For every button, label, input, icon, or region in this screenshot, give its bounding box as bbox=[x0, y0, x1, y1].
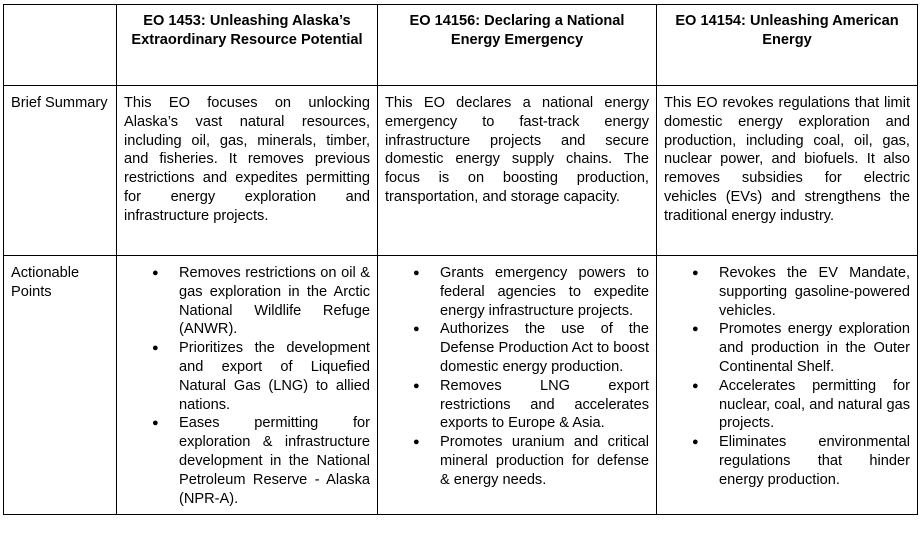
list-item bbox=[152, 339, 370, 414]
bullet-icon: ● bbox=[692, 436, 699, 449]
summary-eo-1453: This EO focuses on unlocking Alaska’s vast natural resources, including oil, gas, minerals, timber, and fisheries. It removes previous restrictions and expedites permitting for energy exploration and infrastructure projects. bbox=[117, 86, 378, 256]
bullet-list bbox=[124, 264, 370, 508]
list-item-text: Promotes energy exploration and production in the Outer Continental Shelf. bbox=[719, 321, 910, 375]
header-empty-cell bbox=[4, 5, 117, 86]
bullet-icon: ● bbox=[413, 323, 420, 336]
bullet-icon: ● bbox=[692, 323, 699, 336]
actionable-row bbox=[4, 256, 918, 515]
list-item-text: Revokes the EV Mandate, supporting gasoline-powered vehicles. bbox=[719, 265, 910, 319]
list-item-text: Removes restrictions on oil & gas exploration in the Arctic National Wildlife Refuge (ANWR). bbox=[179, 265, 370, 338]
header-eo-1453: EO 1453: Unleashing Alaska’s Extraordinary Resource Potential bbox=[117, 5, 378, 86]
header-eo-14154: EO 14154: Unleashing American Energy bbox=[657, 5, 918, 86]
list-item bbox=[413, 377, 649, 433]
bullet-icon: ● bbox=[413, 436, 420, 449]
summary-eo-14156: This EO declares a national energy emergency to fast-track energy infrastructure projects and secure domestic energy supply chains. The focus is on boosting production, transportation, and storage capacity. bbox=[378, 86, 657, 256]
list-item-text: Eliminates environmental regulations that hinder energy production. bbox=[719, 434, 910, 488]
bullet-icon: ● bbox=[413, 379, 420, 392]
list-item bbox=[152, 414, 370, 508]
list-item bbox=[413, 264, 649, 320]
bullet-icon: ● bbox=[152, 267, 159, 279]
list-item-text: Prioritizes the development and export of Liquefied Natural Gas (LNG) to allied nations. bbox=[179, 340, 370, 413]
list-item bbox=[692, 433, 910, 489]
list-item bbox=[692, 377, 910, 433]
header-eo-14156: EO 14156: Declaring a National Energy Emergency bbox=[378, 5, 657, 86]
points-eo-14156 bbox=[378, 256, 657, 515]
list-item bbox=[152, 264, 370, 339]
bullet-icon: ● bbox=[152, 342, 159, 355]
bullet-icon: ● bbox=[152, 417, 159, 430]
list-item bbox=[692, 264, 910, 320]
points-eo-14154 bbox=[657, 256, 918, 515]
header-row bbox=[4, 5, 918, 86]
list-item-text: Removes LNG export restrictions and accelerates exports to Europe & Asia. bbox=[440, 377, 649, 432]
row-label-actionable-points: Actionable Points bbox=[4, 256, 117, 515]
bullet-icon: ● bbox=[692, 379, 699, 392]
bullet-icon: ● bbox=[413, 267, 420, 279]
bullet-list bbox=[664, 264, 910, 490]
list-item bbox=[413, 320, 649, 376]
eo-comparison-table bbox=[3, 4, 918, 515]
bullet-list bbox=[385, 264, 649, 490]
summary-eo-14154: This EO revokes regulations that limit domestic energy exploration and production, including coal, oil, gas, nuclear power, and biofuels. It also removes subsidies for electric vehicles (EVs) and strengthens the traditional energy industry. bbox=[657, 86, 918, 256]
row-label-brief-summary: Brief Summary bbox=[4, 86, 117, 256]
list-item bbox=[413, 433, 649, 489]
list-item-text: Promotes uranium and critical mineral production for defense & energy needs. bbox=[440, 434, 649, 488]
points-eo-1453 bbox=[117, 256, 378, 515]
list-item-text: Eases permitting for exploration & infrastructure development in the National Petroleum Reserve - Alaska (NPR-A). bbox=[179, 415, 370, 507]
summary-row bbox=[4, 86, 918, 256]
bullet-icon: ● bbox=[692, 267, 699, 279]
list-item-text: Grants emergency powers to federal agencies to expedite energy infrastructure projects. bbox=[440, 265, 649, 319]
list-item-text: Authorizes the use of the Defense Production Act to boost domestic energy production. bbox=[440, 321, 649, 375]
list-item-text: Accelerates permitting for nuclear, coal, and natural gas projects. bbox=[719, 377, 910, 432]
list-item bbox=[692, 320, 910, 376]
